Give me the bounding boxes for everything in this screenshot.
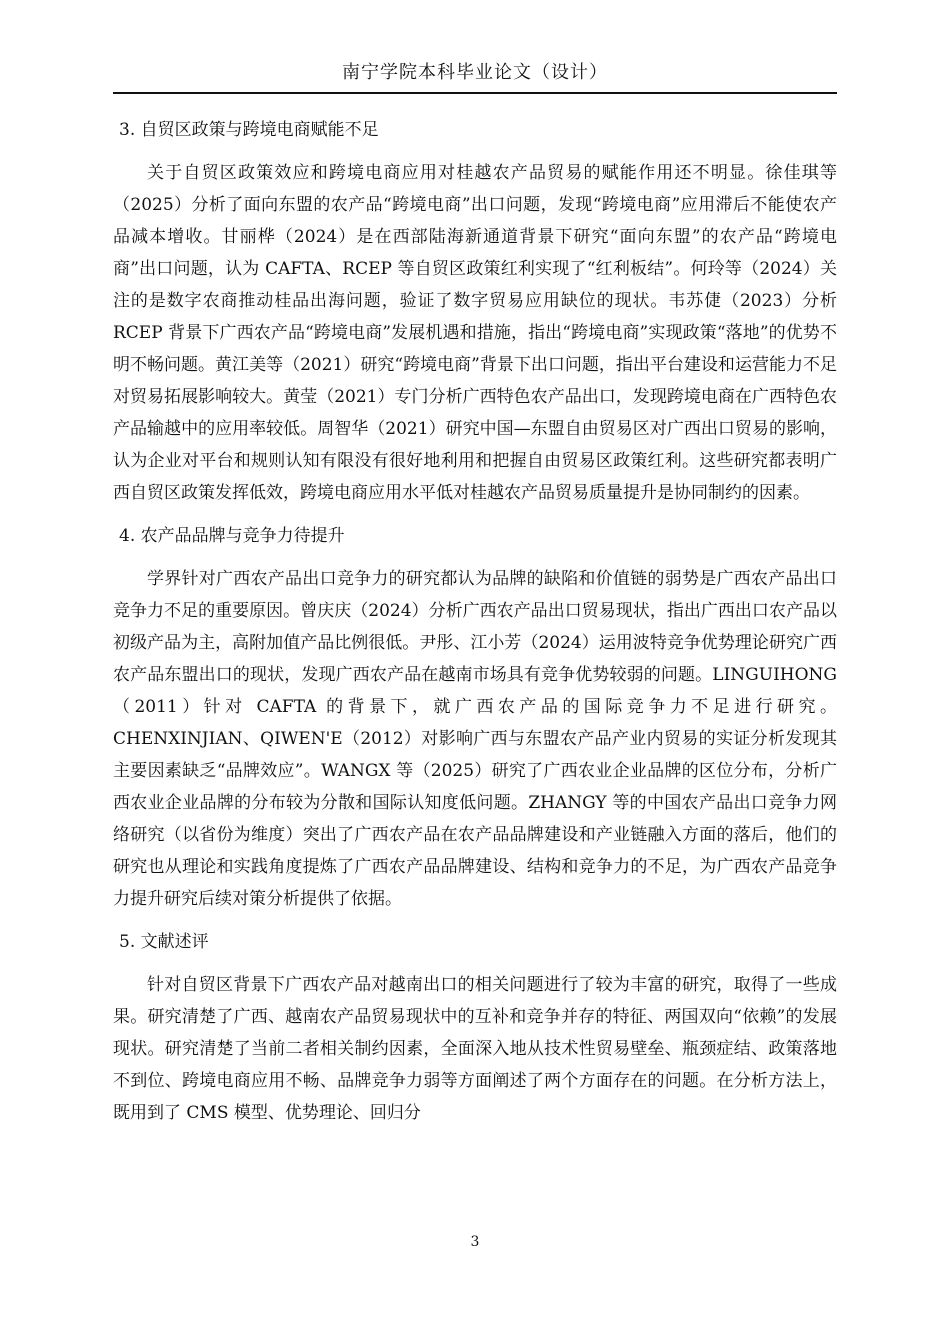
body-text: [113, 114, 837, 1129]
section-heading-3: 3. 自贸区政策与跨境电商赋能不足: [119, 120, 379, 140]
section-paragraph-3: 关于自贸区政策效应和跨境电商应用对桂越农产品贸易的赋能作用还不明显。徐佳琪等（2025）分析了面向东盟的农产品“跨境电商”出口问题，发现“跨境电商”应用滞后不能使农产品减本增收。甘丽桦（2024）是在西部陆海新通道背景下研究“面向东盟”的农产品“跨境电商”出口问题，认为 CAFTA、RCEP 等自贸区政策红利实现了“红利板结”。何玲等（2024）关注的是数字农商推动桂品出海问题，验证了数字贸易应用缺位的现状。韦苏倢（2023）分析 RCEP 背景下广西农产品“跨境电商”发展机遇和措施，指出“跨境电商”实现政策“落地”的优势不明不畅问题。黄江美等（2021）研究“跨境电商”背景下出口问题，指出平台建设和运营能力不足对贸易拓展影响较大。黄莹（2021）专门分析广西特色农产品出口，发现跨境电商在广西特色农产品输越中的应用率较低。周智华（2021）研究中国—东盟自由贸易区对广西出口贸易的影响，认为企业对平台和规则认知有限没有很好地利用和把握自由贸易区政策红利。这些研究都表明广西自贸区政策发挥低效，跨境电商应用水平低对桂越农产品贸易质量提升是协同制约的因素。: [113, 163, 837, 503]
running-header: 南宁学院本科毕业论文（设计）: [342, 62, 608, 83]
page-number: 3: [470, 1234, 480, 1250]
section-paragraph-4: 学界针对广西农产品出口竞争力的研究都认为品牌的缺陷和价值链的弱势是广西农产品出口竞争力不足的重要原因。曾庆庆（2024）分析广西农产品出口贸易现状，指出广西出口农产品以初级产品为主，高附加值产品比例很低。尹彤、江小芳（2024）运用波特竞争优势理论研究广西农产品东盟出口的现状，发现广西农产品在越南市场具有竞争优势较弱的问题。LINGUIHONG（2011）针对 CAFTA 的背景下，就广西农产品的国际竞争力不足进行研究。CHENXINJIAN、QIWEN'E（2012）对影响广西与东盟农产品产业内贸易的实证分析发现其主要因素缺乏“品牌效应”。WANGX 等（2025）研究了广西农业企业品牌的区位分布，分析广西农业企业品牌的分布较为分散和国际认知度低问题。ZHANGY 等的中国农产品出口竞争力网络研究（以省份为维度）突出了广西农产品在农产品品牌建设和产业链融入方面的落后，他们的研究也从理论和实践角度提炼了广西农产品品牌建设、结构和竞争力的不足，为广西农产品竞争力提升研究后续对策分析提供了依据。: [113, 569, 837, 909]
section-heading-5: 5. 文献述评: [119, 932, 209, 952]
section-heading-4: 4. 农产品品牌与竞争力待提升: [119, 526, 345, 546]
header-rule: [113, 92, 837, 94]
section-paragraph-5: 针对自贸区背景下广西农产品对越南出口的相关问题进行了较为丰富的研究，取得了一些成果。研究清楚了广西、越南农产品贸易现状中的互补和竞争并存的特征、两国双向“依赖”的发展现状。研究清楚了当前二者相关制约因素，全面深入地从技术性贸易壁垒、瓶颈症结、政策落地不到位、跨境电商应用不畅、品牌竞争力弱等方面阐述了两个方面存在的问题。在分析方法上，既用到了 CMS 模型、优势理论、回归分: [113, 975, 837, 1123]
